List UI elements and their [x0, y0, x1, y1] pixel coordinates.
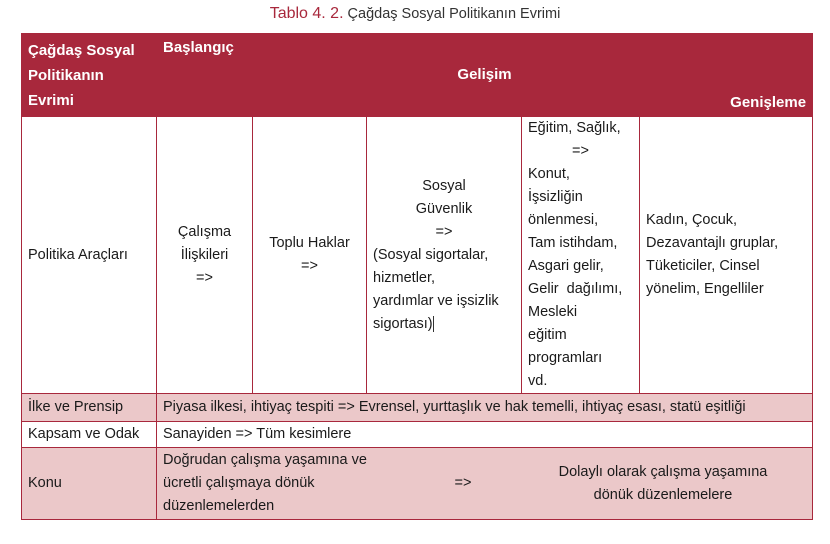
cell-line: (Sosyal sigortalar,	[373, 246, 489, 263]
konu-value	[157, 448, 813, 520]
row-label-tools: Politika Araçları	[22, 117, 157, 394]
evolution-table	[21, 33, 813, 520]
cell-line: yardımlar ve işsizlik	[373, 292, 499, 309]
cell-line: Çalışma	[177, 223, 232, 240]
cell-line: Asgari gelir,	[528, 258, 604, 274]
cell-line: Mesleki	[528, 304, 578, 320]
tools-cell-3	[367, 117, 522, 394]
caption-number: Tablo 4. 2.	[269, 5, 344, 22]
header-corner	[22, 34, 157, 117]
cell-line: Konut,	[528, 166, 570, 182]
konu-arrow: =>	[454, 475, 472, 491]
cell-line: vd.	[528, 373, 548, 389]
cell-line: Toplu Haklar	[269, 235, 350, 251]
ilke-value: Piyasa ilkesi, ihtiyaç tespiti => Evrensel, yurttaşlık ve hak temelli, ihtiyaç esası, statü eşitliği	[157, 394, 813, 422]
cell-line: hizmetler,	[373, 269, 436, 286]
header-gelisim: Gelişim	[157, 61, 813, 88]
cell-line: eğitim	[528, 327, 567, 343]
cell-line: Dolaylı olarak çalışma yaşamına	[558, 463, 768, 480]
tools-cell-2	[253, 117, 367, 394]
header-corner-line: Çağdaş Sosyal	[28, 41, 135, 59]
text-cursor	[433, 316, 434, 332]
cell-line: İlişkileri	[180, 246, 229, 263]
cell-line: Kadın, Çocuk,	[646, 212, 738, 228]
cell-line: yönelim, Engelliler	[646, 281, 764, 297]
cell-line: Güvenlik	[415, 200, 473, 217]
cell-line: dönük düzenlemelere	[593, 486, 733, 503]
cell-line: =>	[301, 258, 318, 274]
cell-line: ücretli çalışmaya dönük	[163, 475, 315, 491]
table-row	[22, 394, 813, 422]
cell-line: Dezavantajlı gruplar,	[646, 235, 779, 251]
cell-line: İşsizliğin	[528, 189, 583, 205]
header-corner-line: Politikanın	[28, 66, 104, 84]
table-caption	[0, 5, 830, 23]
cell-line: düzenlemelerden	[163, 498, 275, 514]
cell-line: Eğitim, Sağlık,	[528, 120, 621, 136]
row-label-konu: Konu	[22, 448, 157, 520]
caption-title: Çağdaş Sosyal Politikanın Evrimi	[347, 6, 561, 22]
cell-line: Tüketiciler, Cinsel	[646, 258, 760, 274]
row-label-kapsam: Kapsam ve Odak	[22, 422, 157, 448]
tools-cell-1	[157, 117, 253, 394]
cell-line: programları	[528, 350, 603, 366]
table-row	[22, 448, 813, 520]
header-genisleme: Genişleme	[157, 88, 813, 117]
tools-cell-5	[640, 117, 813, 394]
header-baslangic: Başlangıç	[157, 34, 813, 61]
cell-line: =>	[435, 223, 453, 240]
table-row	[22, 422, 813, 448]
cell-line: Sosyal	[422, 177, 466, 194]
cell-line: =>	[196, 269, 213, 286]
konu-right	[523, 461, 803, 507]
cell-line: =>	[572, 143, 589, 159]
cell-line: Doğrudan çalışma yaşamına ve	[163, 452, 367, 468]
header-corner-line: Evrimi	[28, 91, 74, 109]
cell-line: sigortası)	[373, 315, 433, 332]
cell-line: Tam istihdam,	[528, 235, 618, 251]
tools-cell-4	[522, 117, 640, 394]
cell-line: Gelir dağılımı,	[528, 281, 623, 297]
kapsam-value: Sanayiden => Tüm kesimlere	[157, 422, 813, 448]
cell-line: önlenmesi,	[528, 212, 599, 228]
konu-left	[163, 449, 403, 518]
table-row	[22, 117, 813, 394]
row-label-ilke: İlke ve Prensip	[22, 394, 157, 422]
